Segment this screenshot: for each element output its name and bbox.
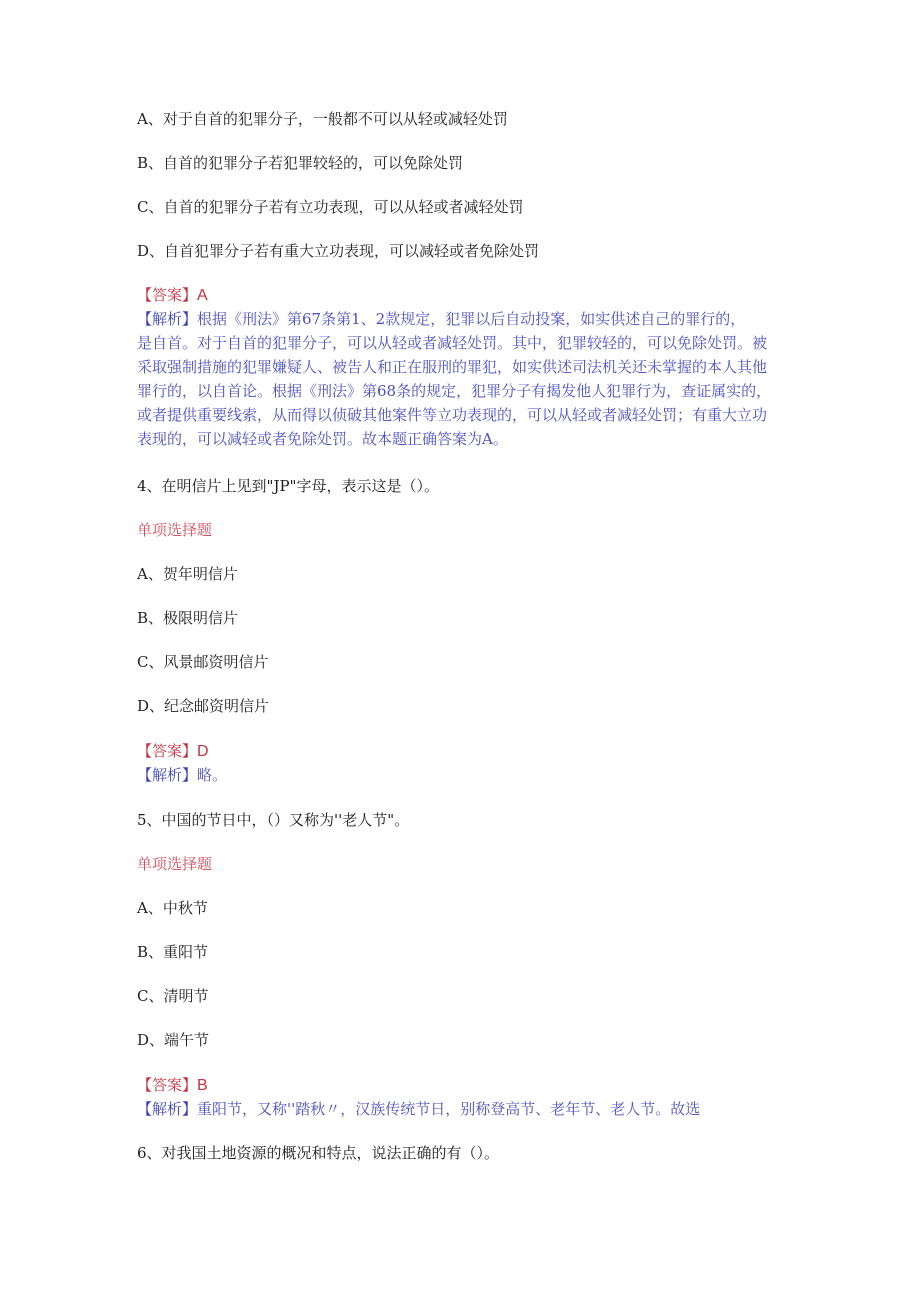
q3-option-d: D、自首犯罪分子若有重大立功表现，可以减轻或者免除处罚 [137,242,540,260]
q4-option-b: B、极限明信片 [137,609,239,627]
q5-option-d: D、端午节 [137,1031,210,1049]
q3-option-b: B、自首的犯罪分子若犯罪较轻的，可以免除处罚 [137,154,464,172]
explanation-label: 【解析】 [137,310,198,328]
q4-option-c: C、风景邮资明信片 [137,653,269,671]
q3-explanation-line-6: 表现的，可以减轻或者免除处罚。故本题正确答案为A。 [137,430,508,448]
explanation-text: 根据《刑法》第67条第1、2款规定，犯罪以后自动投案，如实供述自己的罪行的， [197,310,746,328]
q4-title: 4、在明信片上见到"JP"字母，表示这是（）。 [137,477,439,495]
answer-value: D [197,743,209,760]
q3-explanation-line-4: 罪行的，以自首论。根据《刑法》第68条的规定，犯罪分子有揭发他人犯罪行为，查证属实的， [137,382,772,400]
answer-label: 【答案】 [137,286,198,304]
q5-answer [137,1074,208,1097]
q4-option-a: A、贺年明信片 [137,565,238,583]
q3-explanation-line-3: 采取强制措施的犯罪嫌疑人、被告人和正在服刑的罪犯，如实供述司法机关还未掌握的本人其他 [137,358,768,376]
answer-value: A [197,287,208,304]
q5-option-a: A、中秋节 [137,899,208,917]
q5-title: 5、中国的节日中，（）又称为''老人节"。 [137,811,410,829]
q3-answer [137,284,208,307]
answer-label: 【答案】 [137,742,198,760]
explanation-label: 【解析】 [137,766,198,784]
q3-explanation-line-1 [137,308,745,330]
q5-type: 单项选择题 [137,855,213,873]
q5-option-b: B、重阳节 [137,943,209,961]
explanation-label: 【解析】 [137,1100,198,1118]
q3-option-a: A、对于自首的犯罪分子，一般都不可以从轻或减轻处罚 [137,110,508,128]
q4-answer [137,740,209,763]
q4-option-d: D、纪念邮资明信片 [137,697,270,715]
explanation-text: 略。 [197,766,228,784]
q3-option-c: C、自首的犯罪分子若有立功表现，可以从轻或者减轻处罚 [137,198,524,216]
q4-explanation [137,764,227,786]
q5-option-c: C、清明节 [137,987,209,1005]
q6-title: 6、对我国土地资源的概况和特点，说法正确的有（）。 [137,1144,500,1162]
q5-explanation [137,1098,700,1120]
q3-explanation-line-2: 是自首。对于自首的犯罪分子，可以从轻或者减轻处罚。其中，犯罪较轻的，可以免除处罚。被 [137,334,768,352]
explanation-text: 重阳节，又称''踏秋〃，汉族传统节日，别称登高节、老年节、老人节。故选 [197,1100,701,1118]
q4-type: 单项选择题 [137,521,213,539]
q3-explanation-line-5: 或者提供重要线索，从而得以侦破其他案件等立功表现的，可以从轻或者减轻处罚；有重大立功 [137,406,768,424]
answer-value: B [197,1077,208,1094]
answer-label: 【答案】 [137,1076,198,1094]
